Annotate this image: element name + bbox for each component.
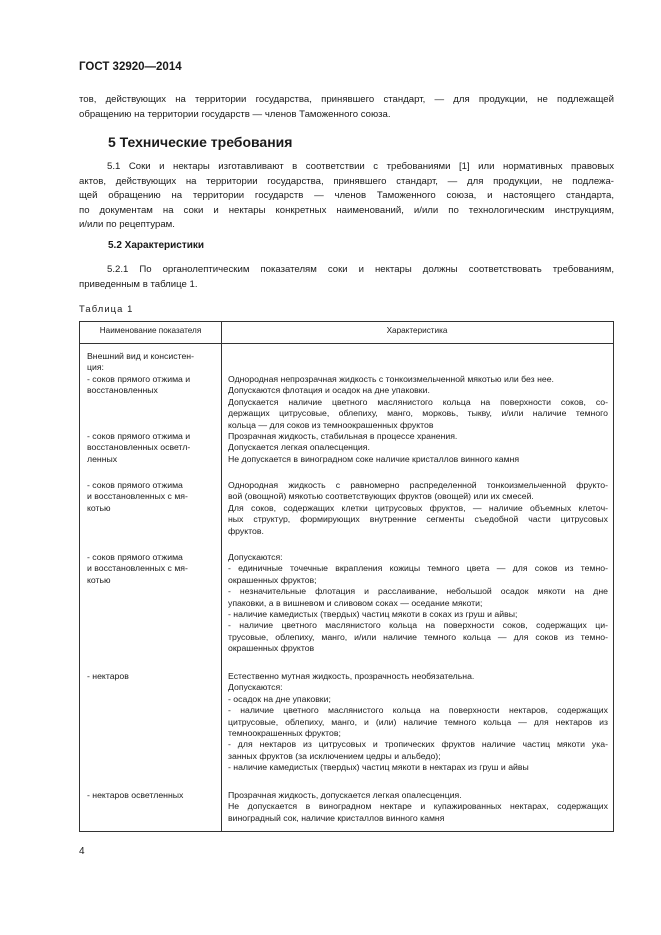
cell-line: котью	[87, 502, 111, 513]
cell-line: Прозрачная жидкость, допускается легкая опалесценция.	[228, 790, 462, 800]
row-1-characteristic	[228, 374, 608, 431]
row-1-indicator	[87, 351, 217, 397]
cell-line: - наличие цветного маслянистого кольца на поверхности соков, содержащих ци-	[228, 620, 608, 631]
row-3-characteristic	[228, 480, 608, 537]
cell-line: трусовые, облепиху, манго, и/или наличие темного кольца — для соков из темно-	[228, 631, 608, 642]
cell-line: Внешний вид и консистен-	[87, 351, 194, 361]
section-5-2-heading: 5.2 Характеристики	[108, 240, 205, 251]
cell-line: кольца — для соков из темноокрашенных фруктов	[228, 419, 434, 430]
cell-line: ция:	[87, 362, 104, 373]
cell-line: ленных	[87, 453, 118, 464]
row-3-indicator	[87, 480, 217, 514]
cell-line: Естественно мутная жидкость, прозрачность необязательна.	[228, 671, 475, 681]
cell-line: - осадок на дне упаковки;	[228, 693, 331, 704]
paragraph-5-1	[79, 160, 614, 233]
characteristics-table	[79, 321, 614, 832]
cell-line: восстановленных	[87, 385, 158, 396]
text-line: обращению на территории государств — членов Таможенного союза.	[79, 108, 391, 120]
cell-line: ных структур, формирующих внутренние сегменты съедобной части цитрусовых	[228, 514, 608, 525]
cell-line: - незначительные флотация и расслаивание, небольшой осадок мякоти на дне	[228, 586, 608, 597]
text-line: щей обращению на территории государств — членов Таможенного союза, и настоящего стандарта,	[79, 190, 614, 202]
page-number: 4	[79, 846, 85, 857]
cell-line: - наличие цветного маслянистого кольца на поверхности нектаров, содержащих	[228, 705, 608, 716]
text-line: приведенным в таблице 1.	[79, 278, 198, 290]
cell-line: Не допускается в виноградном соке наличие кристаллов винного камня	[228, 453, 520, 464]
cell-line: - нектаров	[87, 671, 129, 681]
row-2-characteristic	[228, 431, 608, 465]
cell-line: - соков прямого отжима и	[87, 431, 191, 441]
cell-line: Прозрачная жидкость, стабильная в процессе хранения.	[228, 431, 458, 441]
cell-line: - соков прямого отжима	[87, 480, 183, 490]
cell-line: Допускаются:	[228, 682, 283, 693]
cell-line: - наличие камедистых (твердых) частиц мякоти в нектарах из груш и айвы	[228, 762, 529, 773]
cell-line: - наличие камедистых (твердых) частиц мякоти в соках из груш и айвы;	[228, 609, 518, 620]
cell-line: цитрусовые, облепиху, манго, и (или) наличие темного кольца — для нектаров из	[228, 716, 608, 727]
cell-line: фруктов.	[228, 525, 264, 536]
text-line: актов, действующих на территории государства, принявшего стандарт, — для продукции, не подлежа-	[79, 175, 614, 187]
cell-line: Допускаются флотация и осадок на дне упаковки.	[228, 385, 430, 396]
cell-line: Однородная непрозрачная жидкость с тонкоизмельченной мякотью или без нее.	[228, 374, 554, 384]
cell-line: окрашенных фруктов;	[228, 574, 317, 585]
cell-line: держащих цитрусовые, облепиху, манго, морковь, тыкву, и/или наличие темного	[228, 408, 608, 419]
text-line: 5.2.1 По органолептическим показателям соки и нектары должны соответствовать требованиям,	[107, 264, 614, 275]
intro-paragraph	[79, 93, 614, 122]
cell-line: Для соков, содержащих клетки цитрусовых фруктов, — наличие объемных клеточ-	[228, 502, 608, 513]
cell-line: Допускается легкая опалесценция.	[228, 442, 370, 453]
row-4-characteristic	[228, 552, 608, 655]
column-header-characteristic: Характеристика	[386, 326, 448, 335]
cell-line: и восстановленных с мя-	[87, 491, 188, 502]
cell-line: котью	[87, 574, 111, 585]
cell-line: Допускается наличие цветного маслянистого кольца на поверхности соков, со-	[228, 396, 608, 407]
text-line: по документам на соки и нектары конкретных наименований, и/или по технологическим инструкциям,	[79, 204, 614, 216]
document-header: ГОСТ 32920—2014	[79, 61, 182, 73]
cell-line: - нектаров осветленных	[87, 790, 184, 800]
text-line: 5.1 Соки и нектары изготавливают в соответствии с требованиями [1] или нормативных правовых	[107, 161, 614, 172]
cell-line: восстановленных осветл-	[87, 442, 191, 453]
row-5-characteristic	[228, 671, 608, 774]
cell-line: темноокрашенных фруктов;	[228, 728, 341, 739]
text-line: тов, действующих на территории государства, принявшего стандарт, — для продукции, не подлежащей	[79, 94, 614, 105]
row-5-indicator	[87, 671, 217, 682]
cell-line: - для нектаров из цитрусовых и тропических фруктов наличие частиц мякоти ука-	[228, 739, 608, 750]
cell-line: занных фруктов (за исключением цедры и альбедо);	[228, 750, 441, 761]
row-6-characteristic	[228, 790, 608, 824]
cell-line: - соков прямого отжима	[87, 552, 183, 562]
cell-line: упаковки, а в вишневом и сливовом соках — оседание мякоти;	[228, 597, 483, 608]
section-5-heading: 5 Технические требования	[108, 134, 293, 150]
cell-line: Не допускается в виноградном нектаре и купажированных нектарах, содержащих	[228, 801, 608, 812]
cell-line: и восстановленных с мя-	[87, 563, 188, 574]
paragraph-5-2-1	[79, 263, 614, 292]
text-line: и/или по рецептурам.	[79, 219, 175, 231]
cell-line: - соков прямого отжима и	[87, 373, 191, 384]
row-6-indicator	[87, 790, 217, 801]
table-caption: Таблица 1	[79, 303, 134, 314]
column-header-indicator: Наименование показателя	[99, 326, 202, 335]
row-2-indicator	[87, 431, 217, 465]
cell-line: окрашенных фруктов	[228, 643, 315, 654]
cell-line: виноградный сок, наличие кристаллов винного камня	[228, 812, 445, 823]
column-divider	[221, 322, 222, 831]
cell-line: - единичные точечные вкрапления кожицы темного цвета — для соков из темно-	[228, 563, 608, 574]
cell-line: Однородная жидкость с равномерно распределенной тонкоизмельченной фрукто-	[228, 480, 608, 490]
row-4-indicator	[87, 552, 217, 586]
table-header-row	[80, 322, 613, 344]
cell-line: вой (овощной) мякотью соответствующих фруктов (овощей) или их смесей.	[228, 491, 534, 502]
cell-line: Допускаются:	[228, 552, 283, 562]
